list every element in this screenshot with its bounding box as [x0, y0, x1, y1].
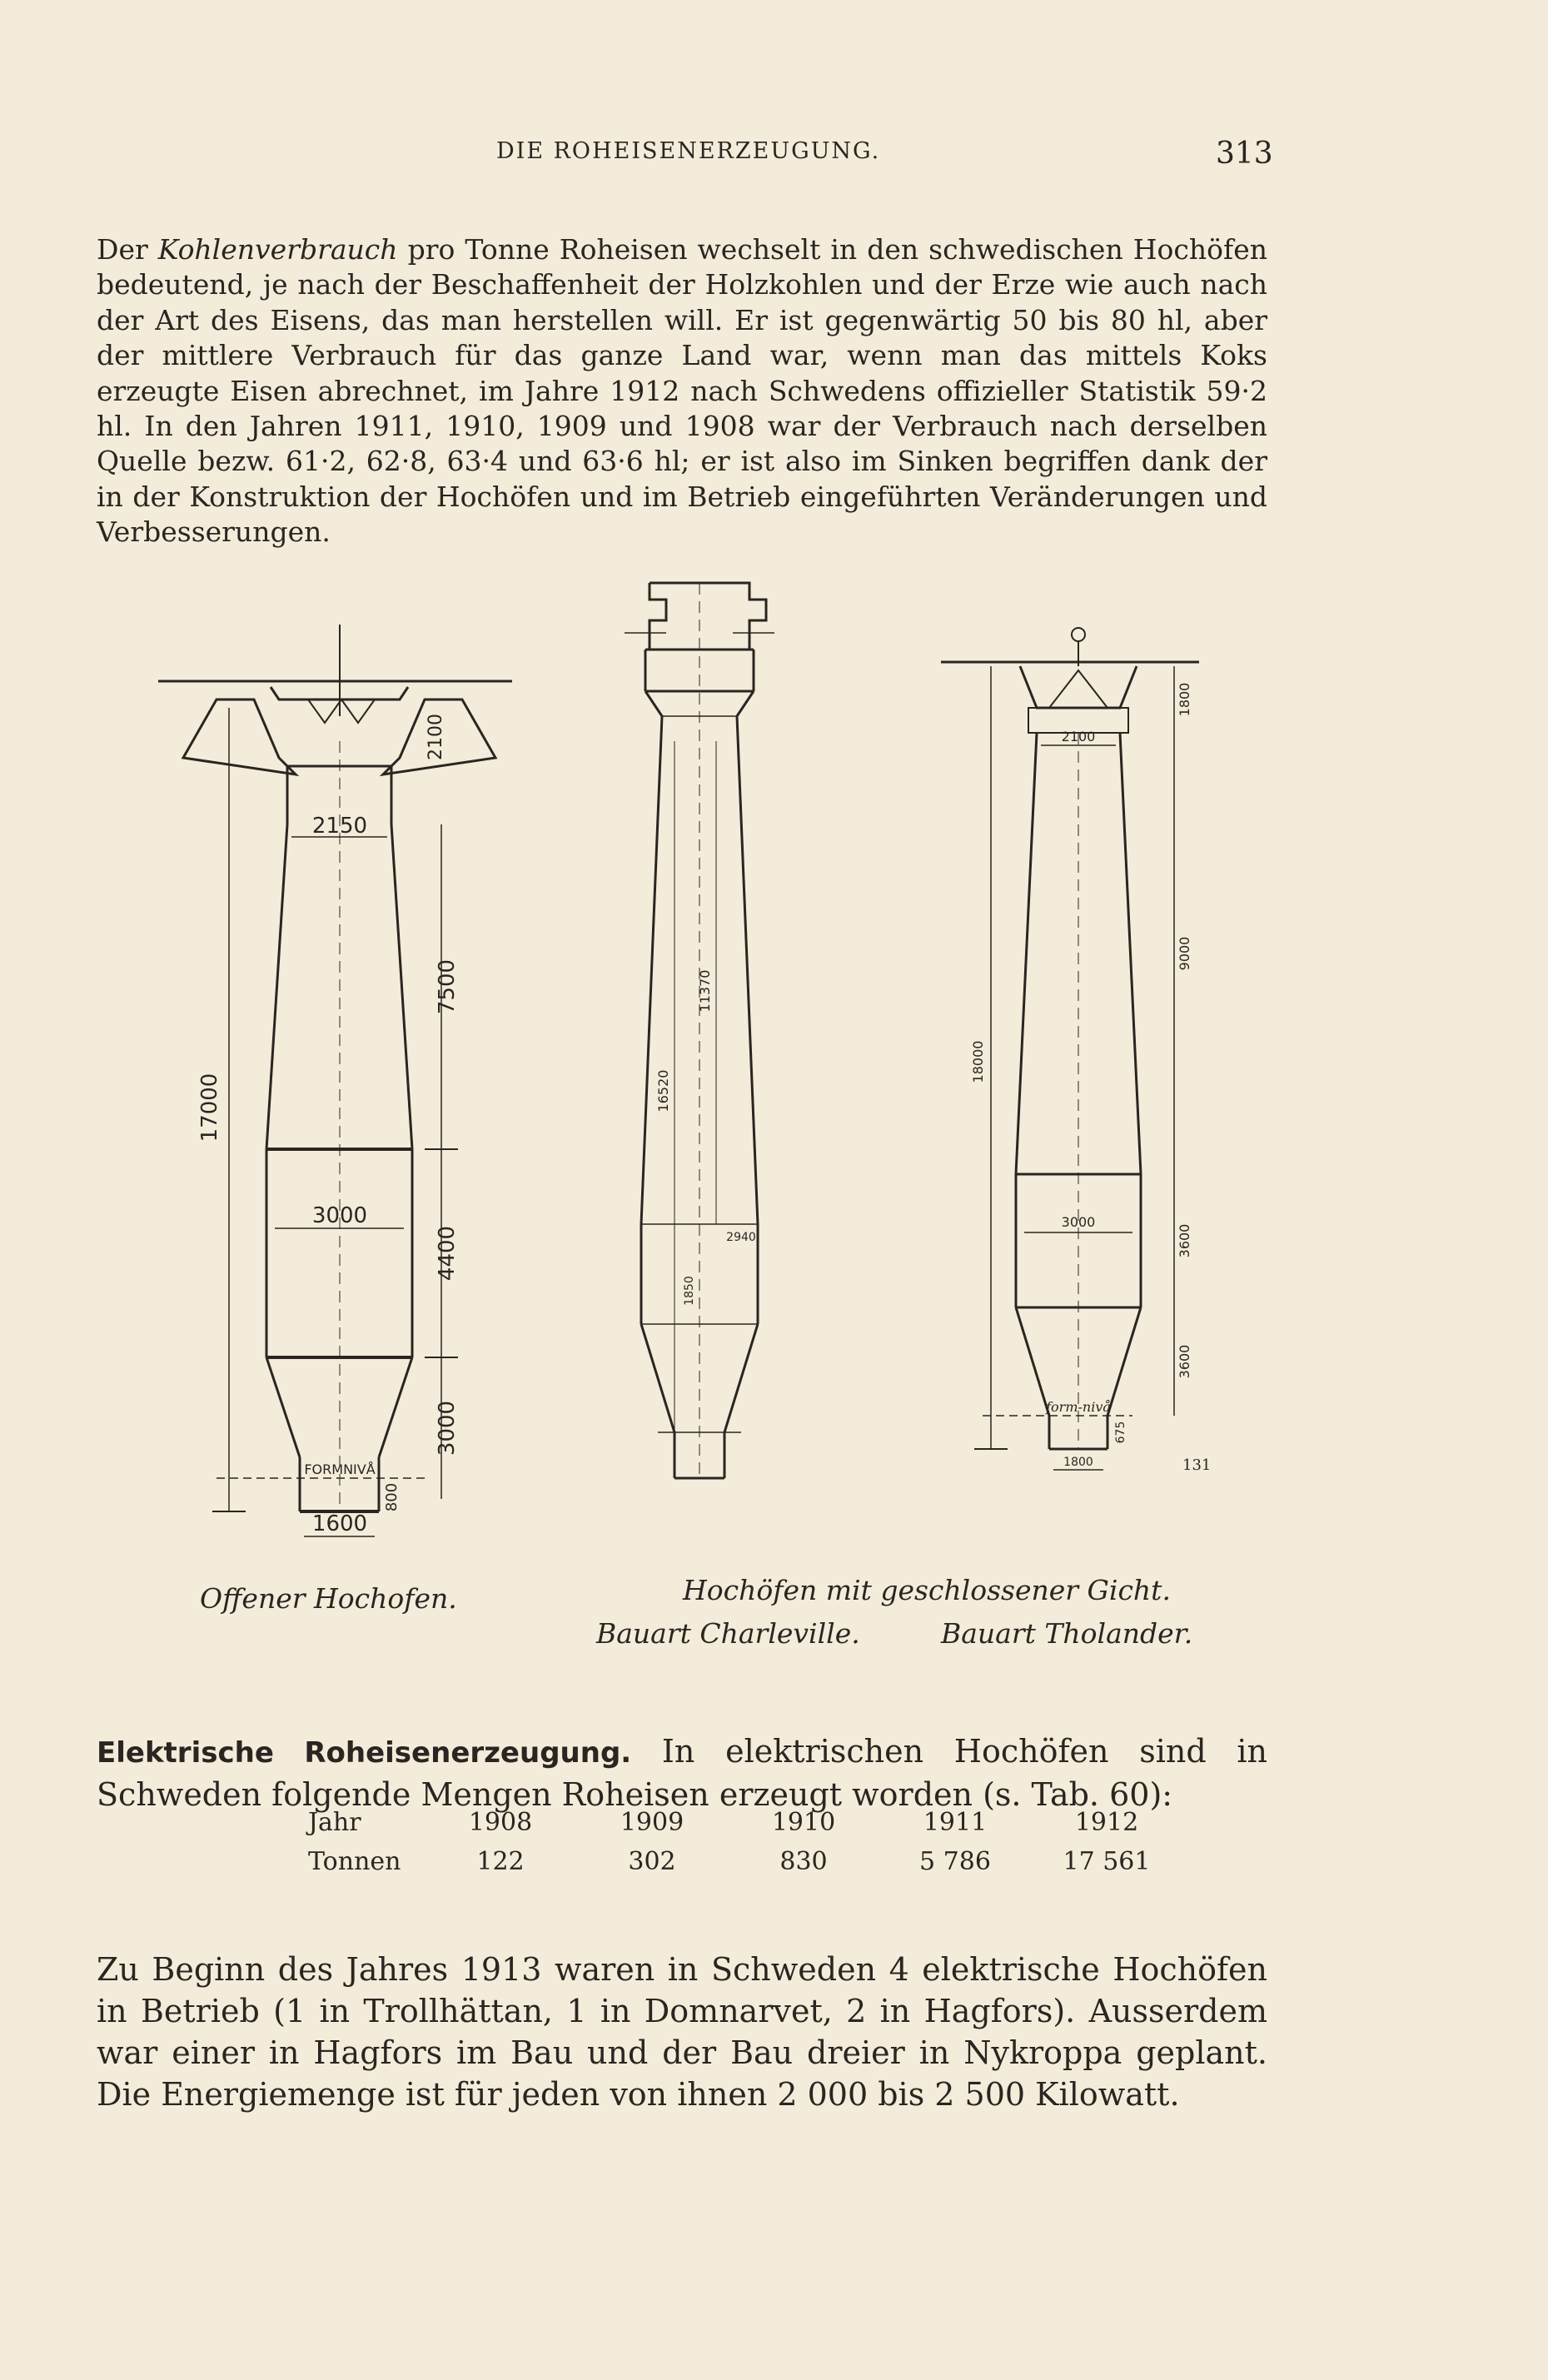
tholander-bosh-diam: 3000	[1061, 1214, 1096, 1230]
table-row	[300, 1803, 1182, 1842]
para2-text: In elektrischen Hochöfen sind in Schweden folgende Mengen Roheisen erzeugt worden (s. Tab. 60):	[97, 1733, 1267, 1813]
open-tuyere-height: 800	[383, 1482, 401, 1512]
tholander-shaft-height: 9000	[1177, 936, 1192, 971]
tholander-top-height: 1800	[1177, 682, 1192, 717]
furnace-drawings	[125, 575, 1257, 1557]
open-hearth-height: 3000	[435, 1400, 460, 1456]
table-cell: 830	[779, 1847, 828, 1876]
figure-number: 131	[1182, 1456, 1212, 1474]
caption-charleville: Bauart Charleville.	[596, 1617, 860, 1650]
open-top-diam: 2150	[311, 814, 368, 839]
tholander-throat-diam: 2100	[1061, 729, 1096, 744]
table-cell: 1910	[771, 1808, 836, 1837]
table-cell: 1912	[1074, 1808, 1139, 1837]
charleville-furnace-drawing	[625, 583, 774, 1478]
para1-term: Kohlenverbrauch	[157, 233, 398, 266]
row-label-year: Jahr	[308, 1808, 361, 1837]
table-cell: 122	[476, 1847, 525, 1876]
paragraph-electric-furnaces: Zu Beginn des Jahres 1913 waren in Schweden 4 elektrische Hochöfen in Betrieb (1 in Trollhättan, 1 in Domnarvet, 2 in Hagfors). Ausserdem war einer in Hagfors im Bau und der Bau dreier in Nykroppa geplant. Die Energiemenge ist für jeden von ihnen 2 000 bis 2 500 Kilowatt.	[97, 1951, 1267, 2113]
charleville-shaft: 11370	[697, 969, 713, 1013]
caption-open-furnace: Offener Hochofen.	[200, 1582, 457, 1615]
open-furnace-drawing	[158, 625, 512, 1536]
open-bosh-diam: 3000	[311, 1203, 368, 1228]
open-tuyere-label: FORMNIVÅ	[304, 1461, 376, 1477]
furnace-figures	[125, 575, 1257, 1557]
tholander-tuyere-label: form-nivå	[1046, 1399, 1111, 1415]
open-bosh-height: 4400	[435, 1225, 460, 1282]
para1-text: pro Tonne Roheisen wechselt in den schwedischen Hochöfen bedeutend, je nach der Beschaffenheit der Holzkohlen und der Erze wie auch nach der Art des Eisens, das man herstellen will. Er ist gegenwärtig 50 bis 80 hl, aber der mittlere Verbrauch für das ganze Land war, wenn man das mittels Koks erzeugte Eisen abrechnet, im Jahre 1912 nach Schwedens offizieller Statistik 59·2 hl. In den Jahren 1911, 1910, 1909 und 1908 war der Verbrauch nach derselben Quelle bezw. 61·2, 62·8, 63·4 und 63·6 hl; er ist also im Sinken begriffen dank der in der Konstruktion der Hochöfen und im Betrieb eingeführten Veränderungen und Verbesserungen.	[97, 233, 1267, 549]
charleville-bosh: 2940	[726, 1231, 756, 1244]
caption-closed-furnaces: Hochöfen mit geschlossener Gicht.	[683, 1574, 1171, 1606]
open-hearth-diam: 1600	[311, 1511, 368, 1536]
open-total-height: 17000	[197, 1073, 222, 1143]
running-head: DIE ROHEISENERZEUGUNG.	[496, 138, 881, 164]
page-number: 313	[1216, 137, 1273, 171]
table-cell: 1909	[620, 1808, 684, 1837]
charleville-hearth: 1850	[683, 1276, 696, 1306]
caption-tholander: Bauart Tholander.	[941, 1617, 1193, 1650]
table-cell: 302	[628, 1847, 676, 1876]
table-cell: 1911	[923, 1808, 988, 1837]
section-heading: Elektrische Roheisenerzeugung.	[97, 1736, 632, 1770]
tholander-hearth-height: 3600	[1177, 1344, 1192, 1379]
table-cell: 5 786	[919, 1847, 991, 1876]
tholander-tuyere-height: 675	[1114, 1421, 1127, 1444]
table-row	[300, 1842, 1182, 1881]
tholander-hearth-diam: 1800	[1063, 1456, 1093, 1469]
table-cell: 17 561	[1063, 1847, 1151, 1876]
production-table	[300, 1803, 1182, 1881]
paragraph-coal-consumption	[97, 232, 1267, 550]
open-shaft-height: 7500	[435, 958, 460, 1015]
charleville-total: 16520	[655, 1069, 671, 1113]
tholander-bosh-height: 3600	[1177, 1223, 1192, 1258]
para1-lead: Der	[97, 233, 148, 266]
tholander-furnace-drawing	[941, 628, 1211, 1474]
tholander-total-height: 18000	[970, 1040, 986, 1083]
row-label-tonnes: Tonnen	[308, 1847, 401, 1876]
table-cell: 1908	[468, 1808, 533, 1837]
open-top-height: 2100	[426, 714, 446, 760]
